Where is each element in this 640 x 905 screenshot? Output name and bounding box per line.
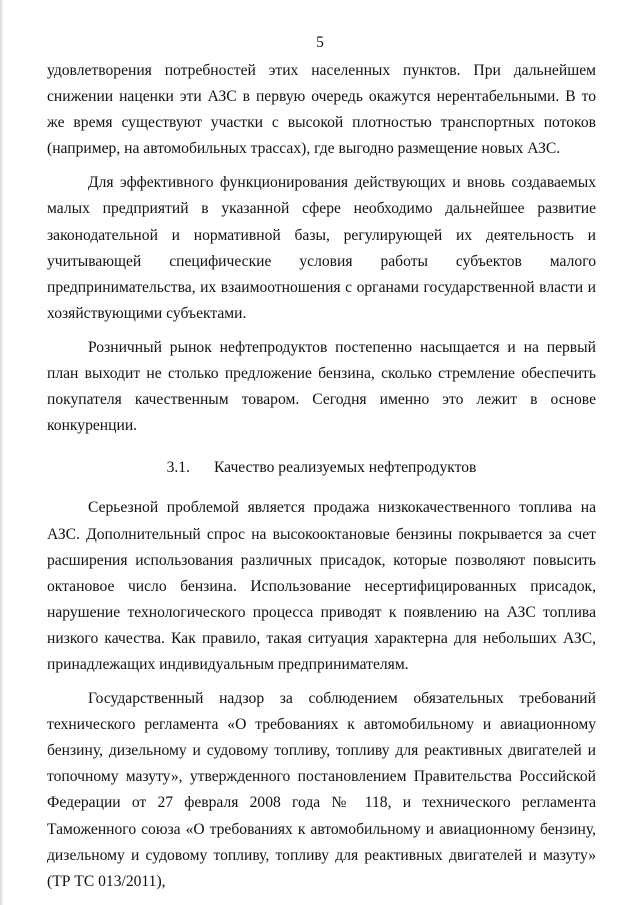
paragraph-retail-market: Розничный рынок нефтепродуктов постепенно насыщается и на первый план выходит не столько предложение бензина, сколько стремление обеспечить покупателя качественным товаром. Сегодня именно это лежит в основе конкуренции. [47, 338, 596, 435]
paragraph-legislation: Для эффективного функционирования действующих и вновь создаваемых малых предприятий в указанной сфере необходимо дальнейшее развитие законодательной и нормативной базы, регулирующей их деятельность и учитывающей специфические условия работы субъектов малого предпринимательства, их взаимоотношения с органами государственной власти и хозяйствующими субъектами. [47, 174, 596, 322]
paragraph-fuel-quality: Серьезной проблемой является продажа низкокачественного топлива на АЗС. Дополнительный спрос на высокооктановые бензины покрывается за счет расширения использования различных присадок, которые позволяют повысить октановое число бензина. Использование несертифицированных присадок, нарушение технологического процесса приводят к появлению на АЗС топлива низкого качества. Как правило, такая ситуация характерна для небольших АЗС, принадлежащих индивидуальным предпринимателям. [47, 499, 596, 673]
section-title: Качество реализуемых нефтепродуктов [213, 459, 477, 477]
page-number: 5 [316, 34, 324, 51]
section-heading [47, 455, 596, 481]
scan-edge-shadow [0, 0, 4, 905]
document-body [47, 58, 596, 895]
paragraph-continuation: удовлетворения потребностей этих населенных пунктов. При дальнейшем снижении наценки эти АЗС в первую очередь окажутся нерентабельными. В то же время существуют участки с высокой плотностью транспортных потоков (например, на автомобильных трассах), где выгодно размещение новых АЗС. [47, 62, 596, 158]
section-number: 3.1. [166, 459, 190, 477]
paragraph-state-supervision: Государственный надзор за соблюдением обязательных требований технического регламента «О требованиях к автомобильному и авиационному бензину, дизельному и судовому топливу, топливу для реактивных двигателей и топочному мазуту», утвержденного постановлением Правительства Российской Федерации от 27 февраля 2008 года № 118, и технического регламента Таможенного союза «О требованиях к автомобильному и авиационному бензину, дизельному и судовому топливу, топливу для реактивных двигателей и мазуту» (ТР ТС 013/2011), [47, 690, 596, 890]
